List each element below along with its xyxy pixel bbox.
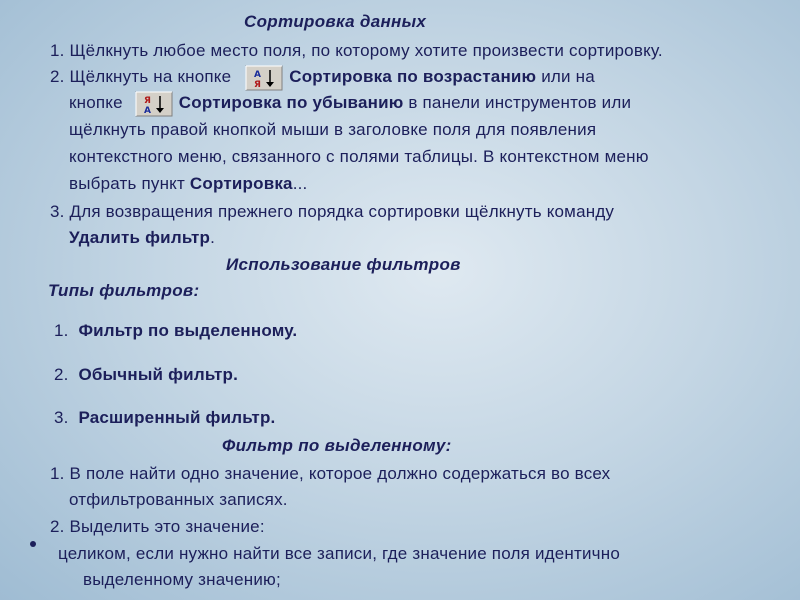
sort-ascending-icon [245, 65, 283, 91]
selection-step-1: 1. В поле найти одно значение, которое должно содержаться во всех [50, 464, 611, 483]
sort-menu-item: Сортировка [189, 174, 293, 193]
sort-step-2-ellipsis: ... [292, 174, 308, 193]
sort-step-2-text: 2. Щёлкнуть на кнопке [50, 67, 232, 86]
sort-step-3-dot: . [210, 228, 216, 247]
selection-step-1-line-2: отфильтрованных записях. [69, 490, 288, 509]
sort-step-2-line-3: щёлкнуть правой кнопкой мыши в заголовке поля для появления [69, 120, 597, 139]
filter-type-2-num: 2. [54, 365, 69, 384]
filter-type-3-label: Расширенный фильтр. [78, 408, 276, 427]
sort-step-2-line-5 [69, 171, 307, 197]
selection-bullet-line-1: целиком, если нужно найти все записи, где значение поля идентично [58, 544, 620, 563]
heading-filters: Использование фильтров [226, 255, 461, 274]
selection-bullet-line-2: выделенному значению; [83, 570, 281, 589]
filter-type-2 [54, 362, 238, 388]
remove-filter-command: Удалить фильтр [69, 228, 211, 247]
sort-step-3-line-2 [69, 225, 215, 251]
sort-step-2-or: или на [536, 67, 595, 86]
svg-text:Я: Я [143, 95, 151, 106]
sort-step-2-choose: выбрать пункт [69, 174, 190, 193]
filter-type-3-num: 3. [54, 408, 69, 427]
sort-descending-label: Сортировка по убыванию [178, 93, 404, 112]
filter-type-1 [54, 318, 297, 344]
sort-step-3: 3. Для возвращения прежнего порядка сортировки щёлкнуть команду [50, 202, 615, 221]
svg-text:Я: Я [254, 79, 262, 90]
filter-type-2-label: Обычный фильтр. [78, 365, 239, 384]
svg-text:A: A [254, 69, 262, 80]
sort-step-2-line-2 [69, 90, 631, 117]
heading-by-selection: Фильтр по выделенному: [222, 436, 452, 455]
bullet-dot [30, 541, 36, 547]
sort-step-2-line-4: контекстного меню, связанного с полями таблицы. В контекстном меню [69, 147, 649, 166]
sort-descending-icon [135, 91, 173, 117]
filter-type-1-label: Фильтр по выделенному. [78, 321, 298, 340]
sort-step-2-line-1 [50, 64, 595, 91]
sort-step-2-toolbar: в панели инструментов или [403, 93, 632, 112]
selection-step-2: 2. Выделить это значение: [50, 517, 265, 536]
filter-type-1-num: 1. [54, 321, 69, 340]
sort-step-1: 1. Щёлкнуть любое место поля, по которому хотите произвести сортировку. [50, 41, 663, 60]
svg-text:A: A [143, 105, 151, 116]
sort-step-2-button-word: кнопке [69, 93, 123, 112]
sort-ascending-label: Сортировка по возрастанию [289, 67, 537, 86]
heading-sorting: Сортировка данных [244, 12, 427, 31]
filter-type-3 [54, 405, 275, 431]
heading-filter-types: Типы фильтров: [48, 281, 200, 300]
